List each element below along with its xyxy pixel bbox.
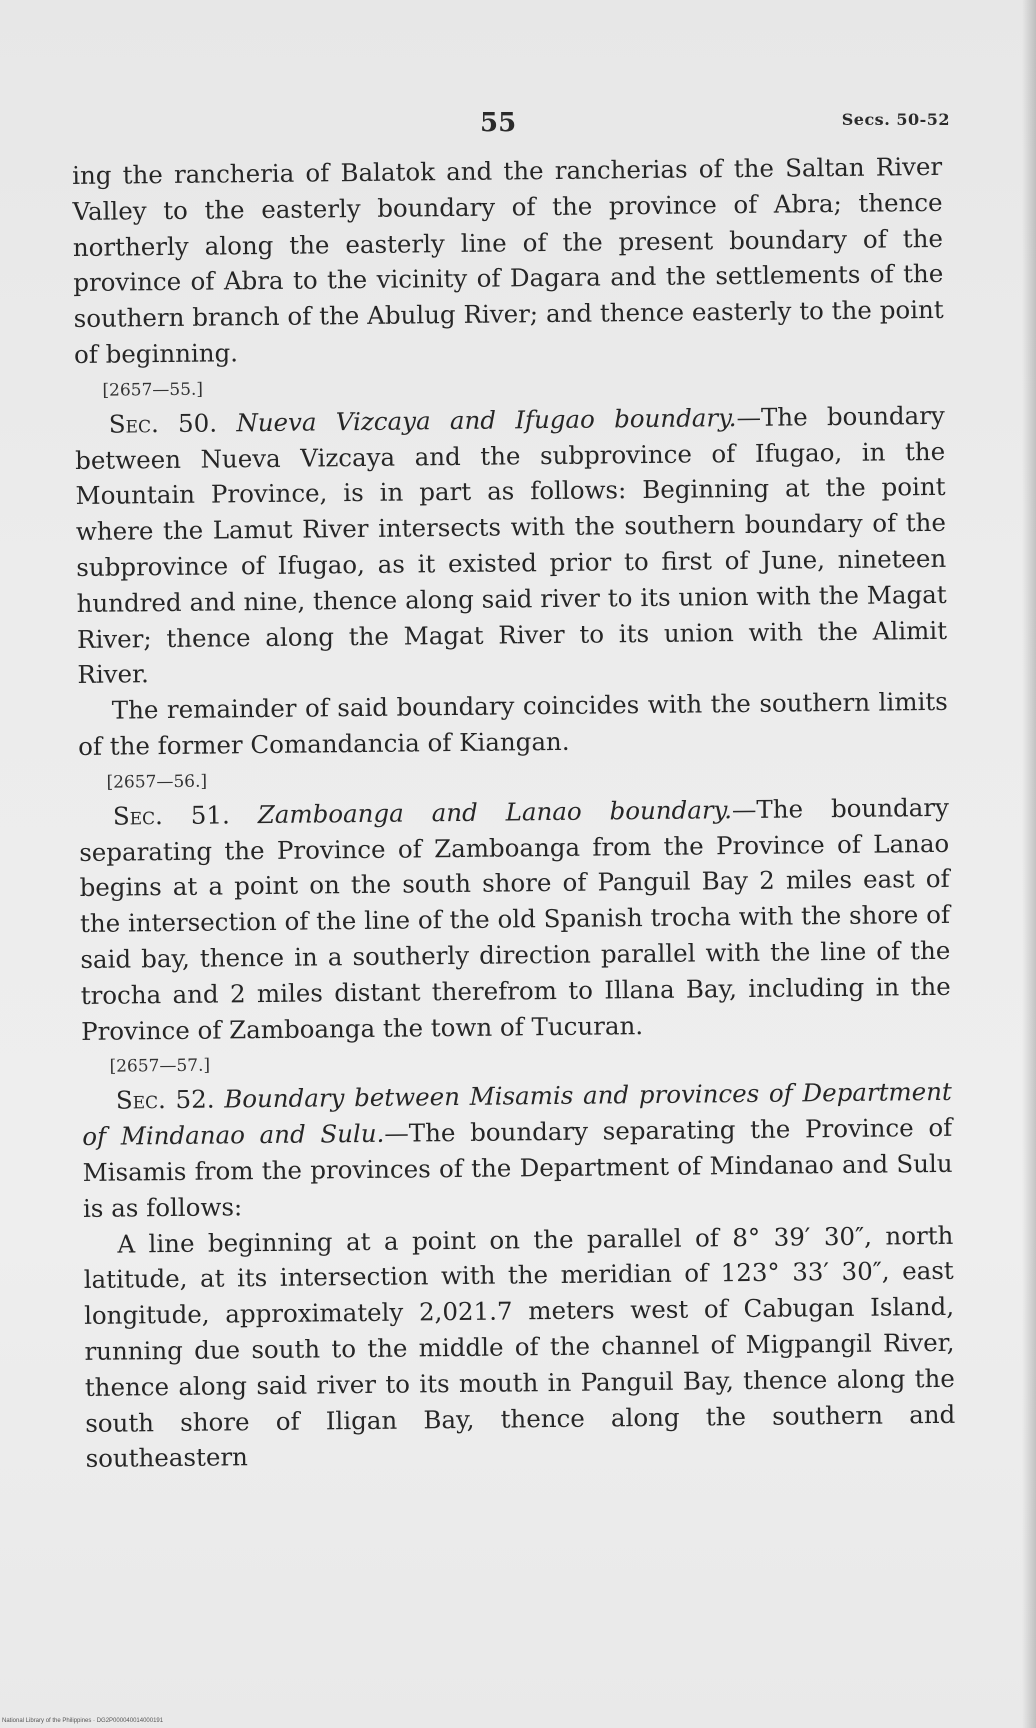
scan-credit: National Library of the Philippines · DG2P000040014000191: [2, 1718, 164, 1724]
section-51-text: —The boundary separating the Province of Zamboanga from the Province of Lanao begins at a point on the south shore of Panguil Bay 2 miles east of the intersection of the line of the old Spanish trocha with the shore of said bay, thence in a southerly direction parallel with the line of the trocha and 2 miles distant therefrom to Illana Bay, including in the Province of Zamboanga the town of Tucuran.: [79, 792, 951, 1046]
body-text: [72, 149, 956, 1477]
section-50-paragraph-2: The remainder of said boundary coincides with the southern limits of the former Comandancia of Kiangan.: [78, 687, 948, 761]
section-52-title: Boundary between Misamis and provinces of Department of Mindanao and Sulu.: [82, 1077, 952, 1152]
page-edge-shadow: [1022, 0, 1036, 1728]
section-52-text: —The boundary separating the Province of Misamis from the provinces of the Department of Mindanao and Sulu is as follows:: [82, 1112, 953, 1223]
legislative-reference: [2657—56.]: [106, 771, 208, 793]
section-52-label: Sec. 52.: [115, 1084, 215, 1115]
section-51-label: Sec. 51.: [112, 800, 230, 831]
section-50: [75, 398, 948, 693]
section-50-title: Nueva Vizcaya and Ifugao boundary.: [236, 402, 737, 438]
running-head: [70, 104, 950, 148]
legislative-reference: [2657—55.]: [102, 379, 204, 401]
section-52: [82, 1074, 953, 1226]
section-51-title: Zamboanga and Lanao boundary.: [257, 794, 733, 829]
section-51: [79, 790, 952, 1050]
section-range: Secs. 50-52: [841, 110, 950, 129]
page-number: 55: [480, 108, 517, 138]
section-52-paragraph-2: A line beginning at a point on the parallel of 8° 39′ 30″, north latitude, at its intersection with the meridian of 123° 33′ 30″, east longitude, approximately 2,021.7 meters west of Cabugan Island, running due south to the middle of the channel of Migpangil River, thence along said river to its mouth in Panguil Bay, thence along the south shore of Iligan Bay, thence along the southern and southeastern: [83, 1220, 956, 1474]
section-50-text: —The boundary between Nueva Vizcaya and the subprovince of Ifugao, in the Mountain Province, is in part as follows: Beginning at the point where the Lamut River intersects with the southern boundary of the subprovince of Ifugao, as it existed prior to first of June, nineteen hundred and nine, thence along said river to its union with the Magat River; thence along the Magat River to its union with the Alimit River.: [75, 400, 948, 690]
section-50-label: Sec. 50.: [108, 408, 218, 439]
paragraph-continuation: ing the rancheria of Balatok and the rancherias of the Saltan River Valley to the easterly boundary of the province of Abra; thence northerly along the easterly line of the present boundary of the province of Abra to the vicinity of Dagara and the settlements of the southern branch of the Abulug River; and thence easterly to the point of beginning.: [72, 151, 944, 369]
legislative-reference: [2657—57.]: [109, 1055, 211, 1077]
